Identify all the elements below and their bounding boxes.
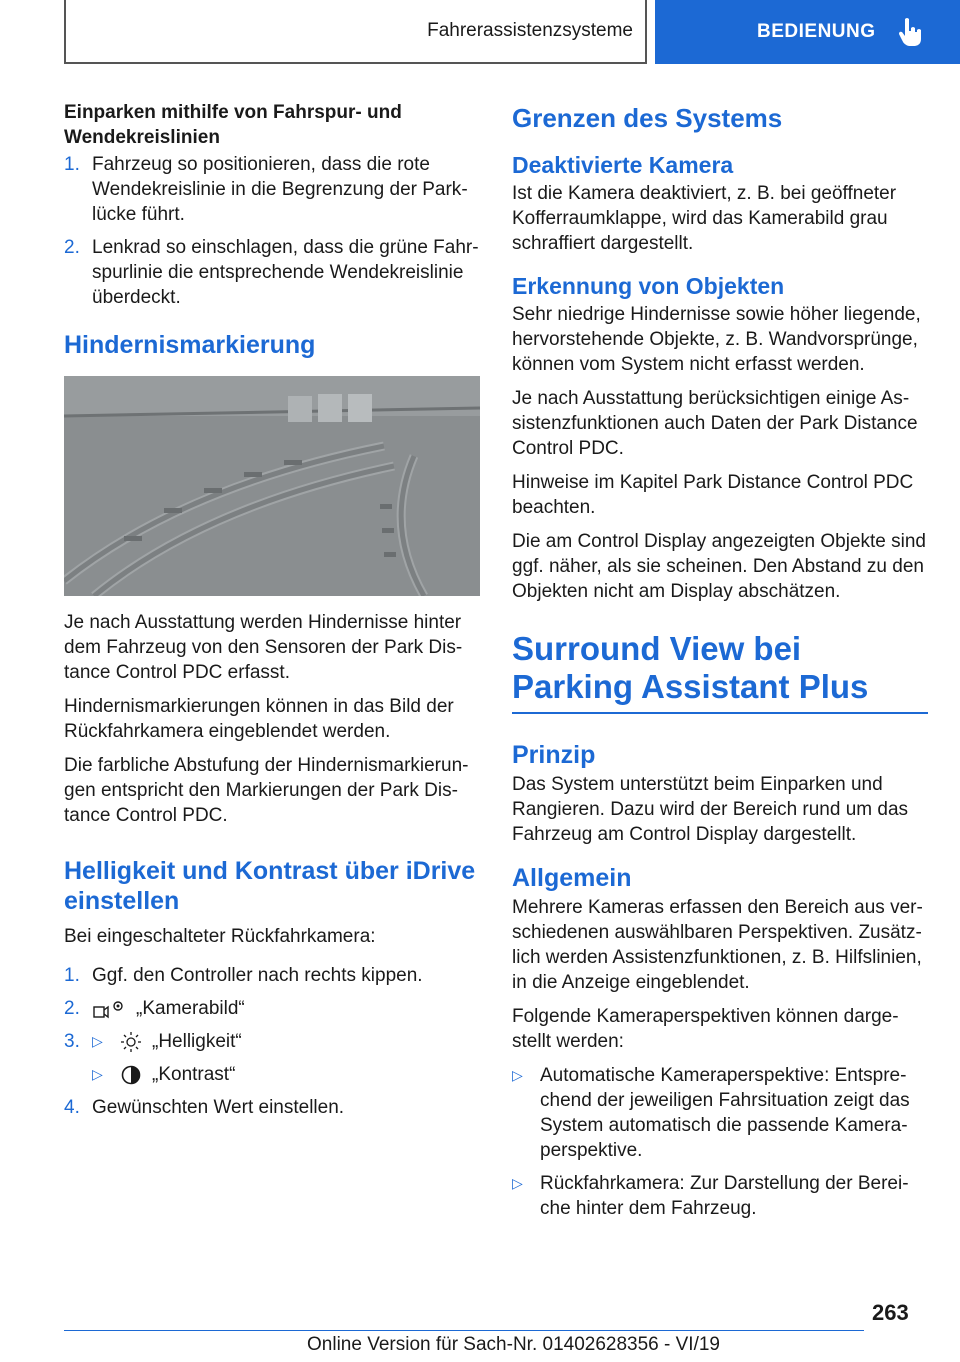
erkennung-heading: Erkennung von Objekten <box>512 273 785 299</box>
list-item <box>64 963 480 988</box>
camera-view-image <box>64 376 480 596</box>
hindernis-para: Hindernismarkierungen können in das Bild der Rückfahrkamera eingeblendet werden. <box>64 696 454 742</box>
bullet-text: Automatische Kameraperspektive: Entsprechend der jeweiligen Fahrsituation zeigt das System automatisch die passende Kameraperspektive. <box>540 1065 910 1161</box>
step-number: 4. <box>64 1097 80 1118</box>
header-section-title: Fahrerassistenzsysteme <box>427 20 633 41</box>
footer-online-version: Online Version für Sach-Nr. 01402628356 - VI/19 <box>307 1334 720 1355</box>
triangle-bullet-icon: ▷ <box>512 1067 523 1083</box>
step-number: 1. <box>64 965 80 986</box>
footer-divider <box>64 1330 864 1331</box>
helligkeit-heading: Helligkeit und Kontrast über iDrive einstellen <box>64 857 476 915</box>
park-steps <box>64 152 480 310</box>
list-item <box>64 1095 480 1120</box>
step-text: „Kamerabild“ <box>136 998 245 1019</box>
step-text: „Helligkeit“ <box>152 1031 242 1052</box>
step-text: Fahrzeug so positionieren, dass die rote Wendekreislinie in die Begrenzung der Parklücke führt. <box>92 154 468 225</box>
bullet-text: Rückfahrkamera: Zur Darstellung der Bereiche hinter dem Fahrzeug. <box>540 1173 909 1219</box>
triangle-bullet-icon: ▷ <box>512 1175 523 1191</box>
prinzip-text: Das System unterstützt beim Einparken und Rangieren. Dazu wird der Bereich rund um das Fahrzeug am Control Display dargestellt. <box>512 774 909 845</box>
perspektiven-list <box>512 1063 928 1221</box>
brightness-icon <box>120 1031 142 1053</box>
step-number: 3. <box>64 1031 80 1052</box>
step-text: Gewünschten Wert einstellen. <box>92 1097 345 1118</box>
header-chapter-tab <box>655 0 960 64</box>
list-item <box>64 996 480 1021</box>
deaktiv-heading: Deaktivierte Kamera <box>512 152 734 178</box>
page-number: 263 <box>872 1300 909 1325</box>
hindernis-para: Die farbliche Abstufung der Hindernismarkierungen entspricht den Markierungen der Park Distance Control PDC. <box>64 755 469 826</box>
erkennung-para: Je nach Ausstattung berücksichtigen einige Assistenzfunktionen auch Daten der Park Distance Control PDC. <box>512 388 918 459</box>
allgemein-para: Mehrere Kameras erfassen den Bereich aus verschiedenen auswählbaren Perspektiven. Zusätzlich werden Assistenzfunktionen, z. B. Hilfslinien, in die Anzeige eingeblendet. <box>512 897 923 993</box>
prinzip-heading: Prinzip <box>512 741 596 769</box>
triangle-bullet-icon: ▷ <box>92 1033 103 1049</box>
list-item <box>512 1063 928 1163</box>
grenzen-heading: Grenzen des Systems <box>512 103 783 133</box>
erkennung-para: Sehr niedrige Hindernisse sowie höher liegende, hervorstehende Objekte, z. B. Wandvorsprünge, können vom System nicht erfasst werden. <box>512 304 921 375</box>
list-item <box>64 152 480 227</box>
step-text: Lenkrad so einschlagen, dass die grüne Fahrspurlinie die entsprechende Wendekreislinie überdeckt. <box>92 237 479 308</box>
left-column <box>64 100 480 1128</box>
deaktiv-text: Ist die Kamera deaktiviert, z. B. bei geöffneter Kofferraumklappe, wird das Kamerabild grau schraffiert dargestellt. <box>512 183 897 254</box>
hindernis-para: Je nach Ausstattung werden Hindernisse hinter dem Fahrzeug von den Sensoren der Park Distance Control PDC erfasst. <box>64 612 463 683</box>
header-section-tab <box>64 0 647 64</box>
rear-camera-illustration <box>64 376 480 596</box>
step-text: „Kontrast“ <box>152 1064 236 1085</box>
camera-settings-icon <box>92 998 126 1020</box>
contrast-icon <box>120 1064 142 1086</box>
park-heading: Einparken mithilfe von Fahrspur- und Wendekreislinien <box>64 102 402 148</box>
step-text: Ggf. den Controller nach rechts kippen. <box>92 965 423 986</box>
allgemein-heading: Allgemein <box>512 864 632 892</box>
step-number: 1. <box>64 154 80 175</box>
list-item <box>64 1062 480 1087</box>
header-chapter-title: BEDIENUNG <box>757 21 876 42</box>
erkennung-para: Die am Control Display angezeigten Objekte sind ggf. näher, als sie scheinen. Den Abstand zu den Objekten nicht am Display abschätzen. <box>512 531 926 602</box>
list-item <box>64 1029 480 1054</box>
list-item <box>64 235 480 310</box>
hindernis-heading: Hindernismarkierung <box>64 331 316 359</box>
step-number: 2. <box>64 998 80 1019</box>
surround-heading: Surround View bei Parking Assistant Plus <box>512 630 928 714</box>
step-number: 2. <box>64 237 80 258</box>
allgemein-para: Folgende Kameraperspektiven können dargestellt werden: <box>512 1006 899 1052</box>
hand-pointer-icon <box>898 17 924 47</box>
right-column <box>512 103 928 1229</box>
helligkeit-steps <box>64 963 480 1120</box>
helligkeit-intro: Bei eingeschalteter Rückfahrkamera: <box>64 926 376 947</box>
triangle-bullet-icon: ▷ <box>92 1066 103 1082</box>
erkennung-para: Hinweise im Kapitel Park Distance Control PDC beachten. <box>512 472 914 518</box>
list-item <box>512 1171 928 1221</box>
